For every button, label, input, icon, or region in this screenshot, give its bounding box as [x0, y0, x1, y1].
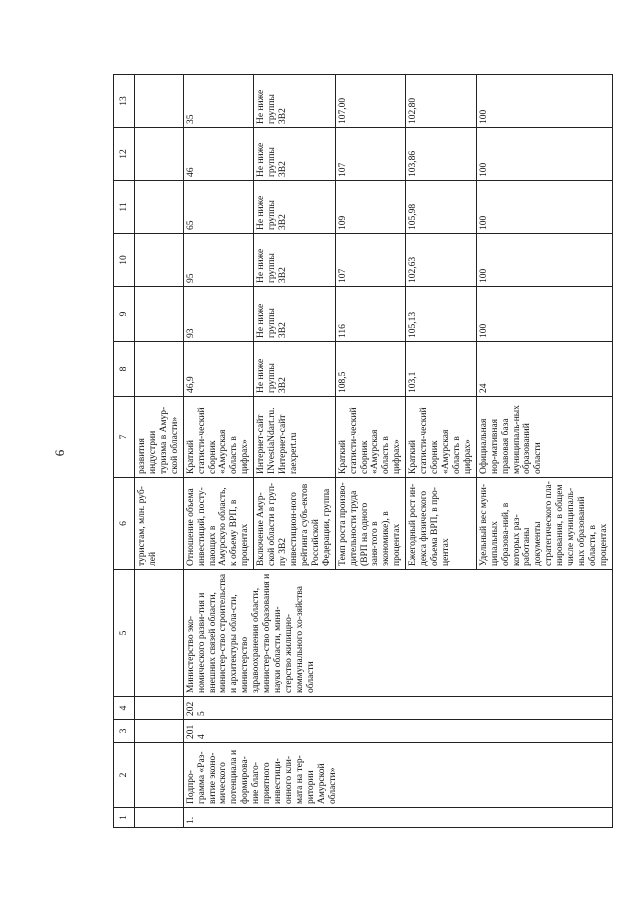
value-cell: 107,00: [335, 75, 406, 128]
col-header: 5: [114, 570, 135, 697]
value-cell: 46: [183, 128, 254, 181]
end-year-cell: 2025: [183, 697, 612, 720]
col-header: 3: [114, 720, 135, 743]
value-cell: 109: [335, 181, 406, 234]
value-cell: 103,1: [406, 342, 477, 397]
page-number: 6: [52, 449, 67, 457]
table-cell: [135, 181, 184, 234]
col-header: 2: [114, 743, 135, 808]
indicator-cell: туристам, млн. руб-лей: [135, 478, 184, 570]
value-cell: 24: [476, 342, 612, 397]
col-header: 7: [114, 397, 135, 478]
value-cell: 107: [335, 234, 406, 287]
value-cell: 107: [335, 128, 406, 181]
table-cell: [135, 720, 184, 743]
value-cell: 100: [476, 128, 612, 181]
program-number-cell: 1.: [183, 808, 612, 828]
value-cell: Не ниже группы 3В2: [254, 287, 335, 342]
table-cell: [135, 697, 184, 720]
table-row: [183, 75, 254, 828]
indicator-table: [113, 74, 613, 828]
source-cell: Краткий статисти-ческий сборник «Амурская область в цифрах»: [406, 397, 477, 478]
value-cell: 102,63: [406, 234, 477, 287]
col-header: 4: [114, 697, 135, 720]
indicator-cell: Темп роста произво-дительности труда (ВРП на одного заня-того в экономике), в процентах: [335, 478, 406, 570]
indicator-cell: Включение Амур-ской области в груп-пу 3В2 инвестицион-ного рейтинга субъ-ектов Российской Федерации, группа: [254, 478, 335, 570]
indicator-cell: Отношение объема инвестиций, посту-пающих в Амурскую область, к объему ВРП, в процентах: [183, 478, 254, 570]
col-header: 8: [114, 342, 135, 397]
value-cell: 105,13: [406, 287, 477, 342]
indicator-cell: Ежегодный рост ин-декса физического объема ВРП, в про-центах: [406, 478, 477, 570]
value-cell: 100: [476, 181, 612, 234]
table-cell: [135, 234, 184, 287]
value-cell: Не ниже группы 3В2: [254, 75, 335, 128]
value-cell: 116: [335, 287, 406, 342]
col-header: 9: [114, 287, 135, 342]
col-header: 11: [114, 181, 135, 234]
source-cell: Краткий статисти-ческий сборник «Амурская область в цифрах»: [183, 397, 254, 478]
source-cell: развития индустрии туризма в Амур-ской области»: [135, 397, 184, 478]
col-header: 13: [114, 75, 135, 128]
value-cell: 35: [183, 75, 254, 128]
table-cell: [135, 128, 184, 181]
table-cell: [135, 808, 184, 828]
value-cell: 105,98: [406, 181, 477, 234]
table-cell: [135, 570, 184, 697]
executor-cell: Министерство эко-номического разви-тия и внешних связей области, министер-ство строительства и архитектуры обла-сти, министерство здравоохранения области, министер-ство образования и науки области, мини-стерство жилищно-коммунального хо-зяйства области: [183, 570, 612, 697]
value-cell: 65: [183, 181, 254, 234]
value-cell: 100: [476, 75, 612, 128]
header-row: [114, 75, 135, 828]
continuation-row: [135, 75, 184, 828]
program-name-cell: Подпро-грамма «Раз-витие эконо-мического потенциала и формирова-ние благо-приятного инвестици-онного кли-мата на тер-ритории Амурской области»: [183, 743, 612, 808]
value-cell: Не ниже группы 3В2: [254, 234, 335, 287]
table-cell: [135, 342, 184, 397]
value-cell: 108,5: [335, 342, 406, 397]
value-cell: 103,86: [406, 128, 477, 181]
value-cell: 100: [476, 287, 612, 342]
value-cell: 95: [183, 234, 254, 287]
table-cell: [135, 743, 184, 808]
col-header: 12: [114, 128, 135, 181]
value-cell: 93: [183, 287, 254, 342]
source-cell: Краткий статисти-ческий сборник «Амурская область в цифрах»: [335, 397, 406, 478]
rotated-table-container: [113, 75, 609, 828]
value-cell: Не ниже группы 3В2: [254, 342, 335, 397]
source-cell: Официальная нор-мативная правовая база муниципаль-ных образований области: [476, 397, 612, 478]
value-cell: Не ниже группы 3В2: [254, 181, 335, 234]
col-header: 1: [114, 808, 135, 828]
value-cell: 46,9: [183, 342, 254, 397]
table-cell: [135, 75, 184, 128]
value-cell: 100: [476, 234, 612, 287]
value-cell: 102,80: [406, 75, 477, 128]
table-cell: [135, 287, 184, 342]
indicator-cell: Удельный вес муни-ципальных образова-ний, в которых раз-работаны документы стратегического пла-нирования, в общем числе муниципаль-ных образований области, в процентах: [476, 478, 612, 570]
rotated-table-inner: [113, 75, 609, 828]
col-header: 10: [114, 234, 135, 287]
value-cell: Не ниже группы 3В2: [254, 128, 335, 181]
col-header: 6: [114, 478, 135, 570]
source-cell: Интернет-сайт INvestiaNdart.ru. Интернет-сайт raexpert.ru: [254, 397, 335, 478]
start-year-cell: 2014: [183, 720, 612, 743]
